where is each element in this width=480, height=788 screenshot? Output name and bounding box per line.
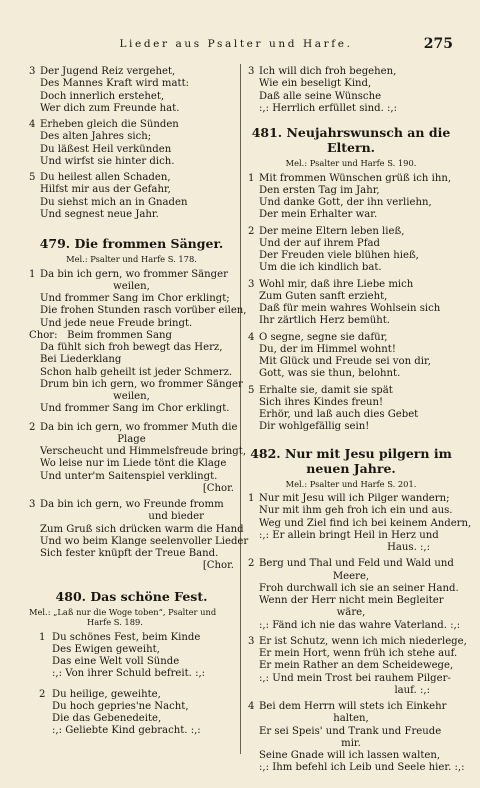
stanza <box>248 558 461 632</box>
verse-line: Ihr zärtlich Herz bemüht. <box>259 315 390 327</box>
verse-line: :,: Er allein bringt Heil in Herz und <box>259 529 439 541</box>
left-column <box>29 66 249 742</box>
stanza <box>248 332 454 381</box>
verse-line: Daß alle seine Wünsche <box>259 90 382 102</box>
verse-line-wrap: halten, <box>333 713 369 725</box>
hymn-title: 480. Das schöne Fest. <box>55 588 208 604</box>
hymn-title: 482. Nur mit Jesu pilgern im neuen Jahre. <box>250 445 452 476</box>
stanza-number: 5 <box>29 172 36 183</box>
verse-line: Wer dich zum Freunde hat. <box>40 102 180 114</box>
right-column <box>248 66 472 779</box>
verse-line: Du läßest Heil verkünden <box>40 143 172 155</box>
verse-line: :,: Fänd ich nie das wahre Vaterland. :,: <box>259 619 461 631</box>
verse-line: Hilfst mir aus der Gefahr, <box>40 184 171 196</box>
verse-line: 2 Du heilige, geweihte, <box>39 688 161 700</box>
stanza-number: 1 <box>39 631 46 643</box>
verse-line: Und wirfst sie hinter dich. <box>40 155 175 167</box>
stanza-number: 1 <box>29 268 36 280</box>
verse-line-wrap: weilen, <box>113 280 150 292</box>
hymn-title: 479. Die frommen Sänger. <box>39 236 224 251</box>
verse-line-wrap: und bieder <box>148 511 204 523</box>
stanza <box>29 268 247 416</box>
stanza-number: 4 <box>248 701 255 712</box>
verse-line: Des alten Jahres sich; <box>40 131 152 143</box>
verse-line: Er mein Hort, wenn früh ich stehe auf. <box>259 648 458 659</box>
melody-reference: Mel.: Psalter und Harfe S. 178. <box>66 254 197 264</box>
stanza <box>29 632 234 681</box>
stanza-number: 2 <box>39 688 46 700</box>
stanza <box>29 689 234 738</box>
verse-line: Froh durchwall ich sie an seiner Hand. <box>259 582 459 594</box>
stanza <box>248 385 454 434</box>
verse-line: 4 O segne, segne sie dafür, <box>248 331 388 343</box>
verse-line: Doch innerlich erstehet, <box>40 90 165 102</box>
stanza-number: 2 <box>248 225 255 237</box>
verse-line: Und wo beim Klange seelenvoller Lieder <box>40 535 249 547</box>
verse-line: 2 Der meine Eltern leben ließ, <box>248 225 405 237</box>
stanza <box>248 635 467 697</box>
melody-reference: Mel.: Psalter und Harfe S. 190. <box>285 158 417 168</box>
verse-line: 2 Berg und Thal und Feld und Wald und <box>248 558 454 570</box>
verse-line: Und jede neue Freude bringt. <box>40 317 193 329</box>
verse-line: Weg und Ziel find ich bei keinem Andern, <box>259 517 472 529</box>
hymn-title: 481. Neujahrswunsch an die Eltern. <box>251 125 451 155</box>
stanza <box>248 279 454 328</box>
chorus-reference: [Chor. <box>202 560 234 572</box>
stanza <box>248 493 472 554</box>
stanza-number: 2 <box>248 558 255 570</box>
verse-line: Verscheucht und Himmelsfreude bringt, <box>40 446 247 457</box>
chorus-line: Chor: Beim frommen Sang <box>29 329 172 341</box>
verse-line: 5 Erhalte sie, damit sie spät <box>248 384 393 396</box>
verse-line: Der mein Erhalter war. <box>259 209 378 221</box>
verse-line: Die frohen Stunden rasch vorüber eilen, <box>40 305 247 317</box>
verse-line: 1 Du schönes Fest, beim Kinde <box>39 631 201 643</box>
verse-line: :,: Herrlich erfüllet sind. :,: <box>259 102 397 114</box>
verse-line: :,: Von ihrer Schuld befreit. :,: <box>52 668 206 680</box>
verse-line: Des Mannes Kraft wird matt: <box>40 78 190 90</box>
stanza-number: 3 <box>248 66 255 77</box>
chorus-line: Schon halb geheilt ist jeder Schmerz. <box>40 366 233 378</box>
verse-line: Sich fester knüpft der Treue Band. <box>40 548 219 559</box>
verse-line: 4 Erheben gleich die Sünden <box>29 119 179 130</box>
stanza-number: 3 <box>29 499 36 510</box>
verse-line: 2 Da bin ich gern, wo frommer Muth die <box>29 421 238 433</box>
verse-line: 3 Da bin ich gern, wo Freunde fromm <box>29 499 224 510</box>
verse-line-wrap: Haus. :,: <box>387 542 430 553</box>
verse-line-wrap: Meere, <box>332 570 370 582</box>
page-number: 275 <box>423 36 453 52</box>
verse-line: 3 Wohl mir, daß ihre Liebe mich <box>248 278 414 290</box>
verse-line: Wie ein beseligt Kind, <box>259 78 372 90</box>
verse-line: Er sei Speis' und Trank und Freude <box>259 725 442 737</box>
verse-line: Seine Gnade will ich lassen walten, <box>259 750 441 761</box>
verse-line: Und segnest neue Jahr. <box>40 208 159 220</box>
chorus-line: Drum bin ich gern, wo frommer Sänger <box>40 378 243 390</box>
chorus-line: Da fühlt sich froh bewegt das Herz, <box>40 342 223 353</box>
verse-line: Zum Gruß sich drücken warm die Hand <box>40 523 244 535</box>
verse-line: Den ersten Tag im Jahr, <box>259 184 380 196</box>
verse-line: Gott, was sie thun, belohnt. <box>259 368 401 380</box>
stanza <box>248 226 454 275</box>
verse-line: Erhör, und laß auch dies Gebet <box>259 409 419 420</box>
stanza <box>29 66 234 115</box>
verse-line: Und frommer Sang im Chor erklingt; <box>40 293 230 304</box>
verse-line: :,: Geliebte Kind gebracht. :,: <box>52 725 201 737</box>
verse-line: 3 Ich will dich froh begehen, <box>248 66 397 77</box>
verse-line: 1 Da bin ich gern, wo frommer Sänger <box>29 268 228 280</box>
verse-line: :,: Ihm befehl ich Leib und Seele hier. :,: <box>259 762 465 774</box>
verse-line: :,: Und mein Trost bei rauhem Pilger- <box>259 672 451 684</box>
melody-reference: Mel.: „Laß nur die Woge toben“, Psalter und Harfe S. 189. <box>29 606 217 627</box>
stanza <box>29 421 247 496</box>
verse-line: Er mein Rather an dem Scheidewege, <box>259 660 454 672</box>
stanza-number: 3 <box>248 635 255 647</box>
verse-line: 1 Nur mit Jesu will ich Pilger wandern; <box>248 493 450 504</box>
stanza-number: 3 <box>29 66 36 77</box>
running-head: Lieder aus Psalter und Harfe. <box>119 38 353 50</box>
verse-line: Des Ewigen geweiht, <box>52 643 160 655</box>
verse-line-wrap: Plage <box>117 433 146 445</box>
verse-line: Du siehst mich an in Gnaden <box>40 196 188 208</box>
chorus-line: Bei Liederklang <box>40 354 122 366</box>
verse-line: 3 Der Jugend Reiz vergehet, <box>29 66 176 77</box>
melody-reference: Mel.: Psalter und Harfe S. 201. <box>285 478 417 489</box>
verse-line-wrap: weilen, <box>113 391 150 402</box>
verse-line: Du hoch gepries'ne Nacht, <box>52 700 189 712</box>
stanza-number: 1 <box>248 493 255 504</box>
stanza-number: 3 <box>248 278 255 290</box>
verse-line: Das eine Welt voll Sünde <box>52 656 180 667</box>
stanza-number: 4 <box>248 331 255 343</box>
verse-line: 5 Du heilest allen Schaden, <box>29 172 171 183</box>
verse-line: 1 Mit frommen Wünschen grüß ich ihn, <box>248 172 452 184</box>
stanza <box>248 173 454 222</box>
verse-line: Du, der im Himmel wohnt! <box>259 343 396 355</box>
stanza <box>29 119 234 168</box>
verse-line-wrap: wäre, <box>336 607 366 619</box>
verse-line: Mit Glück und Freude sei von dir, <box>259 356 431 367</box>
verse-line-wrap: mir. <box>341 737 361 749</box>
column-divider <box>240 64 241 754</box>
stanza-number: 1 <box>248 172 255 184</box>
stanza-number: 5 <box>248 384 255 396</box>
stanza <box>248 701 465 775</box>
stanza <box>29 172 234 221</box>
verse-line: Daß für mein wahres Wohlsein sich <box>259 303 441 314</box>
verse-line: Und unter'm Saitenspiel verklingt. <box>40 470 218 482</box>
verse-line: Und der auf ihrem Pfad <box>259 237 380 249</box>
chorus-reference: [Chor. <box>202 482 234 494</box>
verse-line: 4 Bei dem Herrn will stets ich Einkehr <box>248 701 447 712</box>
verse-line: Nur mit ihm geh froh ich ein und aus. <box>259 505 453 517</box>
verse-line: Die das Gebenedeite, <box>52 713 162 724</box>
verse-line: Und danke Gott, der ihn verliehn, <box>259 197 432 208</box>
verse-line: Wenn der Herr nicht mein Begleiter <box>259 595 444 606</box>
verse-line: Der Freuden viele blühen hieß, <box>259 250 419 261</box>
verse-line: 3 Er ist Schutz, wenn ich mich niederlege, <box>248 635 467 647</box>
verse-line: Um die ich kindlich bat. <box>259 262 382 274</box>
stanza <box>29 499 249 573</box>
verse-line-wrap: lauf. :,: <box>394 684 430 696</box>
stanza-number: 4 <box>29 119 36 130</box>
stanza <box>248 66 454 115</box>
chorus-line: Und frommer Sang im Chor erklingt. <box>40 403 230 415</box>
verse-line: Dir wohlgefällig sein! <box>259 421 370 433</box>
verse-line: Wo leise nur im Liede tönt die Klage <box>40 458 227 470</box>
stanza-number: 2 <box>29 421 36 433</box>
verse-line: Zum Guten sanft erzieht, <box>259 290 388 302</box>
verse-line: Sich ihres Kindes freun! <box>259 396 384 408</box>
page-header <box>0 36 480 54</box>
chorus-label: Chor: <box>29 329 58 341</box>
